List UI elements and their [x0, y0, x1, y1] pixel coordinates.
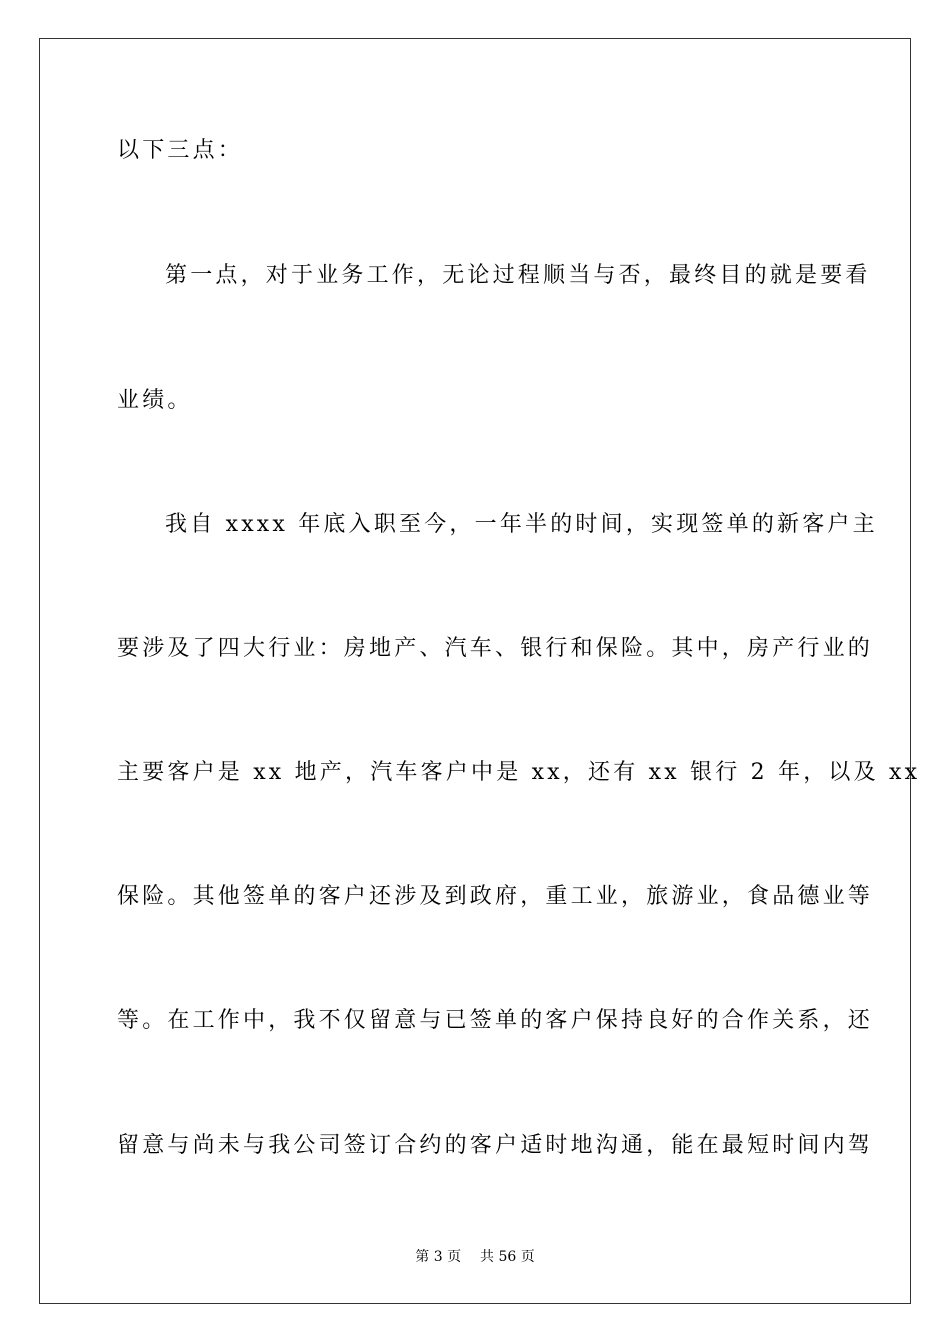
body-line: 主要客户是 xx 地产，汽车客户中是 xx，还有 xx 银行 2 年，以及 xx [117, 760, 921, 785]
page-footer [0, 1248, 950, 1266]
body-line: 留意与尚未与我公司签订合约的客户适时地沟通，能在最短时间内驾 [117, 1133, 874, 1158]
body-line: 等。在工作中，我不仅留意与已签单的客户保持良好的合作关系，还 [117, 1008, 874, 1033]
body-line: 我自 xxxx 年底入职至今，一年半的时间，实现签单的新客户主 [165, 512, 878, 537]
body-line: 要涉及了四大行业：房地产、汽车、银行和保险。其中，房产行业的 [117, 636, 874, 661]
total-pages: 共 56 页 [480, 1249, 535, 1265]
page-border [39, 38, 911, 1304]
body-line: 以下三点： [117, 138, 244, 163]
body-line: 保险。其他签单的客户还涉及到政府，重工业，旅游业，食品德业等 [117, 884, 874, 909]
body-line: 第一点，对于业务工作，无论过程顺当与否，最终目的就是要看 [165, 263, 871, 288]
body-line: 业绩。 [117, 388, 193, 413]
page-number: 第 3 页 [415, 1249, 462, 1265]
